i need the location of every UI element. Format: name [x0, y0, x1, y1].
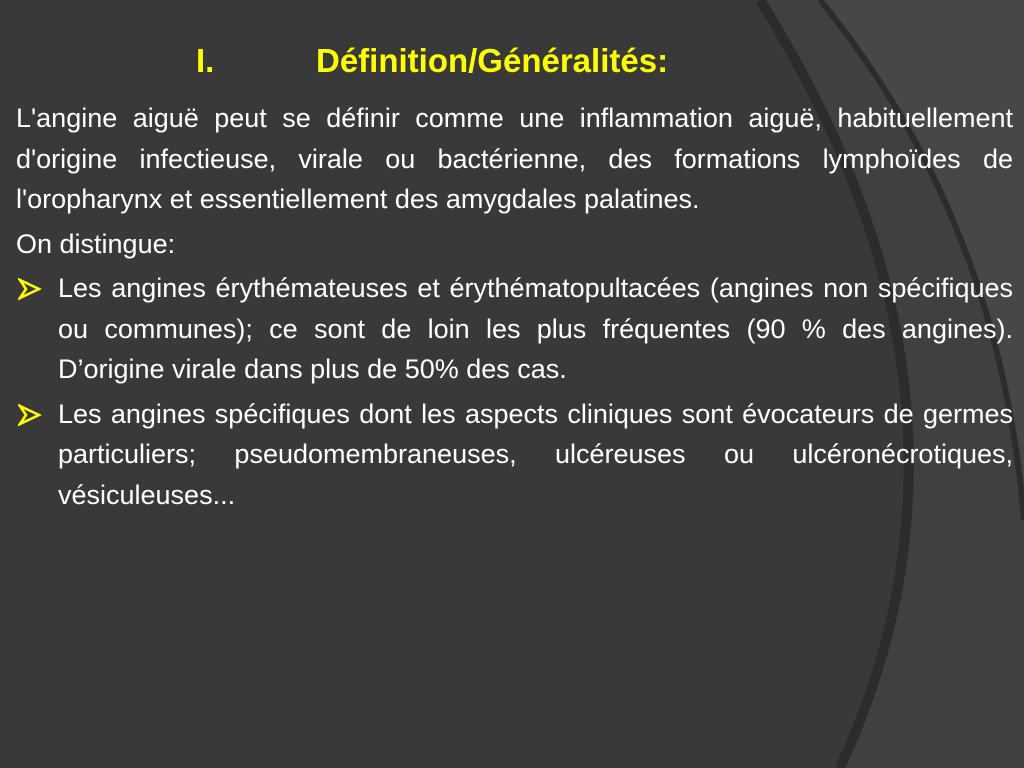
- bullet-text: Les angines spécifiques dont les aspects cliniques sont évocateurs de germes particuliers; pseudomembraneuses, ulcéreuses ou ulcéronécrotiques, vésiculeuses...: [58, 398, 1013, 510]
- bullet-text: Les angines érythémateuses et érythématopultacées (angines non spécifiques ou communes); ce sont de loin les plus fréquentes (90 % des angines). D’origine virale dans plus de 50% des cas.: [58, 273, 1013, 384]
- arrowhead-bullet-icon: [18, 277, 42, 301]
- lead-text: On distingue:: [16, 228, 176, 259]
- intro-paragraph: L'angine aiguë peut se définir comme une inflammation aiguë, habituellement d'origine infectieuse, virale ou bactérienne, des formations lymphoïdes de l'oropharynx et essentiellement des amygdales palatines.: [16, 103, 1013, 214]
- title-number: I.: [196, 42, 215, 79]
- slide-title: [196, 36, 668, 86]
- bullet-item: [16, 268, 1013, 390]
- arrowhead-bullet-icon: [18, 403, 42, 427]
- slide-body: [16, 98, 1013, 519]
- bullet-item: [16, 394, 1013, 516]
- title-text: Définition/Généralités:: [316, 42, 669, 79]
